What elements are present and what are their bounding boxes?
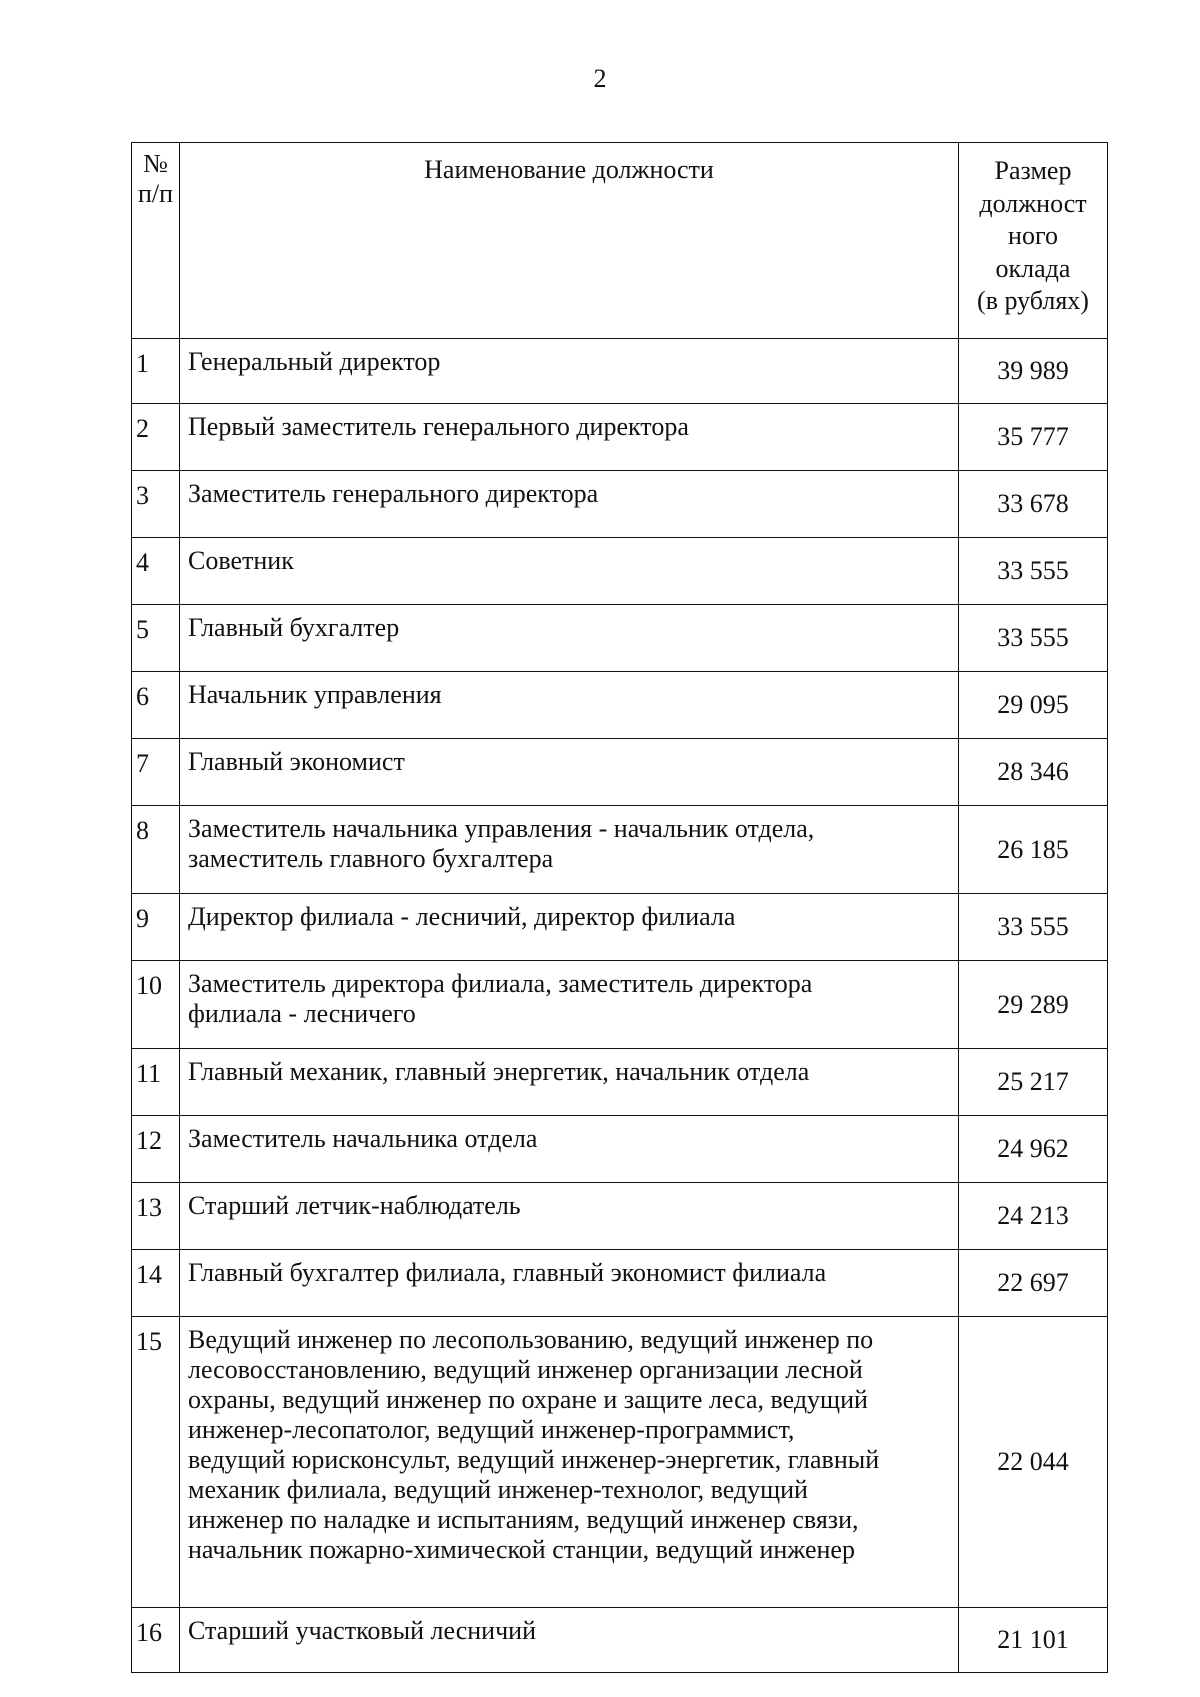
position-name bbox=[180, 961, 959, 1049]
position-name-line: инженер-лесопатолог, ведущий инженер-программист, bbox=[188, 1415, 795, 1444]
table-body bbox=[132, 339, 1108, 1673]
row-number: 13 bbox=[132, 1183, 180, 1250]
table-row bbox=[132, 1183, 1108, 1250]
position-name: Главный бухгалтер филиала, главный экономист филиала bbox=[180, 1250, 959, 1317]
header-number-line: № bbox=[143, 149, 168, 178]
row-number: 10 bbox=[132, 961, 180, 1049]
header-position-name: Наименование должности bbox=[180, 143, 959, 339]
position-name: Начальник управления bbox=[180, 672, 959, 739]
row-number: 16 bbox=[132, 1608, 180, 1673]
salary-value: 29 289 bbox=[959, 961, 1108, 1049]
salary-value: 33 678 bbox=[959, 471, 1108, 538]
position-name: Заместитель генерального директора bbox=[180, 471, 959, 538]
position-name: Старший летчик-наблюдатель bbox=[180, 1183, 959, 1250]
row-number: 9 bbox=[132, 894, 180, 961]
position-name-line: филиала - лесничего bbox=[188, 999, 416, 1028]
position-name: Старший участковый лесничий bbox=[180, 1608, 959, 1673]
table-row bbox=[132, 961, 1108, 1049]
salary-value: 29 095 bbox=[959, 672, 1108, 739]
table-row bbox=[132, 739, 1108, 806]
table-row bbox=[132, 404, 1108, 471]
header-salary-line: ного bbox=[1008, 221, 1058, 250]
salary-value: 26 185 bbox=[959, 806, 1108, 894]
position-name: Главный экономист bbox=[180, 739, 959, 806]
header-salary-line: Размер bbox=[994, 156, 1072, 185]
salary-value: 22 697 bbox=[959, 1250, 1108, 1317]
row-number: 6 bbox=[132, 672, 180, 739]
row-number: 7 bbox=[132, 739, 180, 806]
row-number: 11 bbox=[132, 1049, 180, 1116]
row-number: 14 bbox=[132, 1250, 180, 1317]
row-number: 2 bbox=[132, 404, 180, 471]
position-name: Первый заместитель генерального директора bbox=[180, 404, 959, 471]
table-header-row bbox=[132, 143, 1108, 339]
position-name: Заместитель начальника отдела bbox=[180, 1116, 959, 1183]
salary-value: 33 555 bbox=[959, 605, 1108, 672]
row-number: 1 bbox=[132, 339, 180, 404]
position-name: Главный бухгалтер bbox=[180, 605, 959, 672]
salary-table bbox=[131, 142, 1108, 1673]
table-row bbox=[132, 339, 1108, 404]
table-row bbox=[132, 1317, 1108, 1608]
position-name bbox=[180, 806, 959, 894]
table-row bbox=[132, 672, 1108, 739]
row-number: 4 bbox=[132, 538, 180, 605]
table-row bbox=[132, 806, 1108, 894]
table-row bbox=[132, 1049, 1108, 1116]
position-name: Директор филиала - лесничий, директор филиала bbox=[180, 894, 959, 961]
header-number-cell bbox=[132, 143, 180, 339]
salary-value: 22 044 bbox=[959, 1317, 1108, 1608]
row-number: 5 bbox=[132, 605, 180, 672]
position-name-line: заместитель главного бухгалтера bbox=[188, 844, 554, 873]
position-name-line: лесовосстановлению, ведущий инженер организации лесной bbox=[188, 1355, 863, 1384]
row-number: 12 bbox=[132, 1116, 180, 1183]
salary-value: 28 346 bbox=[959, 739, 1108, 806]
position-name: Главный механик, главный энергетик, начальник отдела bbox=[180, 1049, 959, 1116]
row-number: 3 bbox=[132, 471, 180, 538]
salary-value: 33 555 bbox=[959, 538, 1108, 605]
row-number: 8 bbox=[132, 806, 180, 894]
table-row bbox=[132, 605, 1108, 672]
table-row bbox=[132, 894, 1108, 961]
page-number: 2 bbox=[593, 64, 607, 93]
position-name-line: инженер по наладке и испытаниям, ведущий инженер связи, bbox=[188, 1505, 859, 1534]
table-row bbox=[132, 1116, 1108, 1183]
position-name-line: ведущий юрисконсульт, ведущий инженер-энергетик, главный bbox=[188, 1445, 880, 1474]
header-salary-line: (в рублях) bbox=[977, 286, 1089, 315]
salary-value: 24 962 bbox=[959, 1116, 1108, 1183]
position-name-line: Заместитель начальника управления - начальник отдела, bbox=[188, 814, 815, 843]
table-row bbox=[132, 538, 1108, 605]
position-name-line: Заместитель директора филиала, заместитель директора bbox=[188, 969, 813, 998]
row-number: 15 bbox=[132, 1317, 180, 1608]
position-name: Генеральный директор bbox=[180, 339, 959, 404]
position-name-line: начальник пожарно-химической станции, ведущий инженер bbox=[188, 1535, 855, 1564]
header-number-line: п/п bbox=[137, 179, 174, 208]
header-salary-line: должност bbox=[979, 188, 1087, 218]
salary-value: 24 213 bbox=[959, 1183, 1108, 1250]
table-row bbox=[132, 1250, 1108, 1317]
position-name-line: механик филиала, ведущий инженер-технолог, ведущий bbox=[188, 1475, 808, 1504]
table-row bbox=[132, 471, 1108, 538]
salary-value: 21 101 bbox=[959, 1608, 1108, 1673]
salary-value: 35 777 bbox=[959, 404, 1108, 471]
salary-value: 39 989 bbox=[959, 339, 1108, 404]
position-name-line: Ведущий инженер по лесопользованию, ведущий инженер по bbox=[188, 1325, 874, 1354]
header-salary-line: оклада bbox=[995, 253, 1071, 283]
position-name-line: охраны, ведущий инженер по охране и защите леса, ведущий bbox=[188, 1385, 868, 1414]
salary-value: 33 555 bbox=[959, 894, 1108, 961]
table-row bbox=[132, 1608, 1108, 1673]
salary-value: 25 217 bbox=[959, 1049, 1108, 1116]
position-name bbox=[180, 1317, 959, 1608]
header-salary-cell bbox=[959, 143, 1108, 339]
position-name: Советник bbox=[180, 538, 959, 605]
